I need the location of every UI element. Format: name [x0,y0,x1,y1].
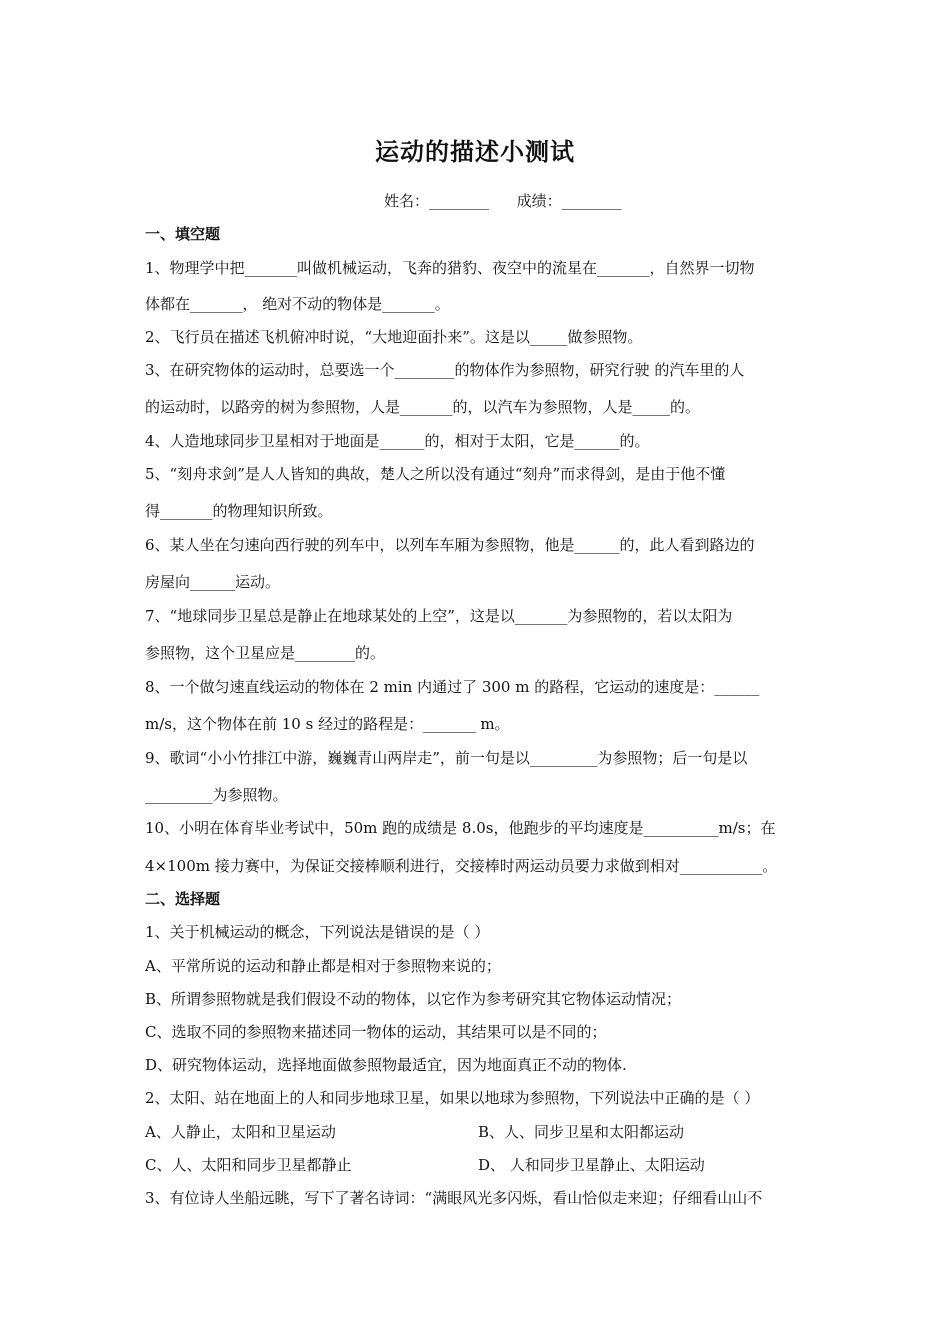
q6-line2: 房屋向______运动。 [145,573,281,591]
q8-line2: m/s，这个物体在前 10 s 经过的路程是：_______ m。 [145,715,510,733]
choice-q2-option-c: C、人、太阳和同步卫星都静止 [145,1156,352,1174]
q7-line2: 参照物，这个卫星应是________的。 [145,644,386,662]
name-field: 姓名：________ [384,192,490,210]
score-field: 成绩：________ [516,192,622,210]
q6-line1: 6、某人坐在匀速向西行驶的列车中，以列车车厢为参照物，他是______的，此人看到路边的 [145,536,755,554]
q9-line1: 9、歌词“小小竹排江中游，巍巍青山两岸走”，前一句是以_________为参照物；后一句是以 [145,749,748,767]
q10-line1: 10、小明在体育毕业考试中，50m 跑的成绩是 8.0s，他跑步的平均速度是__________m/s；在 [145,819,776,837]
q8-line1: 8、一个做匀速直线运动的物体在 2 min 内通过了 300 m 的路程，它运动的速度是：______ [145,678,760,696]
choice-q2-option-d: D、 人和同步卫星静止、太阳运动 [478,1156,705,1174]
choice-q1-option-d: D、研究物体运动，选择地面做参照物最适宜，因为地面真正不动的物体. [145,1056,627,1074]
section-heading-fill: 一、填空题 [145,225,221,243]
q1-line1: 1、物理学中把_______叫做机械运动，飞奔的猎豹、夜空中的流星在_______，自然界一切物 [145,259,755,277]
choice-q1-option-b: B、所谓参照物就是我们假设不动的物体，以它作为参考研究其它物体运动情况； [145,990,682,1008]
q5-line1: 5、“刻舟求剑”是人人皆知的典故，楚人之所以没有通过“刻舟”而求得剑，是由于他不懂 [145,465,726,483]
q4-line: 4、人造地球同步卫星相对于地面是______的，相对于太阳，它是______的。 [145,432,650,450]
q9-line2: _________为参照物。 [145,786,288,804]
q10-line2: 4×100m 接力赛中，为保证交接棒顺利进行，交接棒时两运动员要力求做到相对___________。 [145,857,778,875]
section-heading-choice: 二、选择题 [145,890,221,908]
q3-line1: 3、在研究物体的运动时，总要选一个________的物体作为参照物，研究行驶 的汽车里的人 [145,361,745,379]
q7-line1: 7、“地球同步卫星总是静止在地球某处的上空”，这是以_______为参照物的，若以太阳为 [145,607,733,625]
choice-q1: 1、关于机械运动的概念，下列说法是错误的是（ ） [145,923,490,941]
q1-line2: 体都在_______， 绝对不动的物体是_______。 [145,295,450,313]
q3-line2: 的运动时，以路旁的树为参照物，人是_______的，以汽车为参照物，人是_____的。 [145,398,701,416]
q5-line2: 得_______的物理知识所致。 [145,502,333,520]
choice-q3: 3、有位诗人坐船远眺，写下了著名诗词：“满眼风光多闪烁，看山恰似走来迎；仔细看山山不 [145,1189,763,1207]
page-title: 运动的描述小测试 [375,138,575,166]
choice-q2-option-b: B、人、同步卫星和太阳都运动 [478,1123,685,1141]
q2-line: 2、飞行员在描述飞机俯冲时说，“大地迎面扑来”。这是以_____做参照物。 [145,328,643,346]
student-info [384,190,622,211]
choice-q1-option-a: A、平常所说的运动和静止都是相对于参照物来说的； [145,957,501,975]
choice-q1-option-c: C、选取不同的参照物来描述同一物体的运动，其结果可以是不同的； [145,1023,607,1041]
choice-q2-option-a: A、人静止，太阳和卫星运动 [145,1123,336,1141]
choice-q2: 2、太阳、站在地面上的人和同步地球卫星，如果以地球为参照物，下列说法中正确的是（ ） [145,1089,760,1107]
